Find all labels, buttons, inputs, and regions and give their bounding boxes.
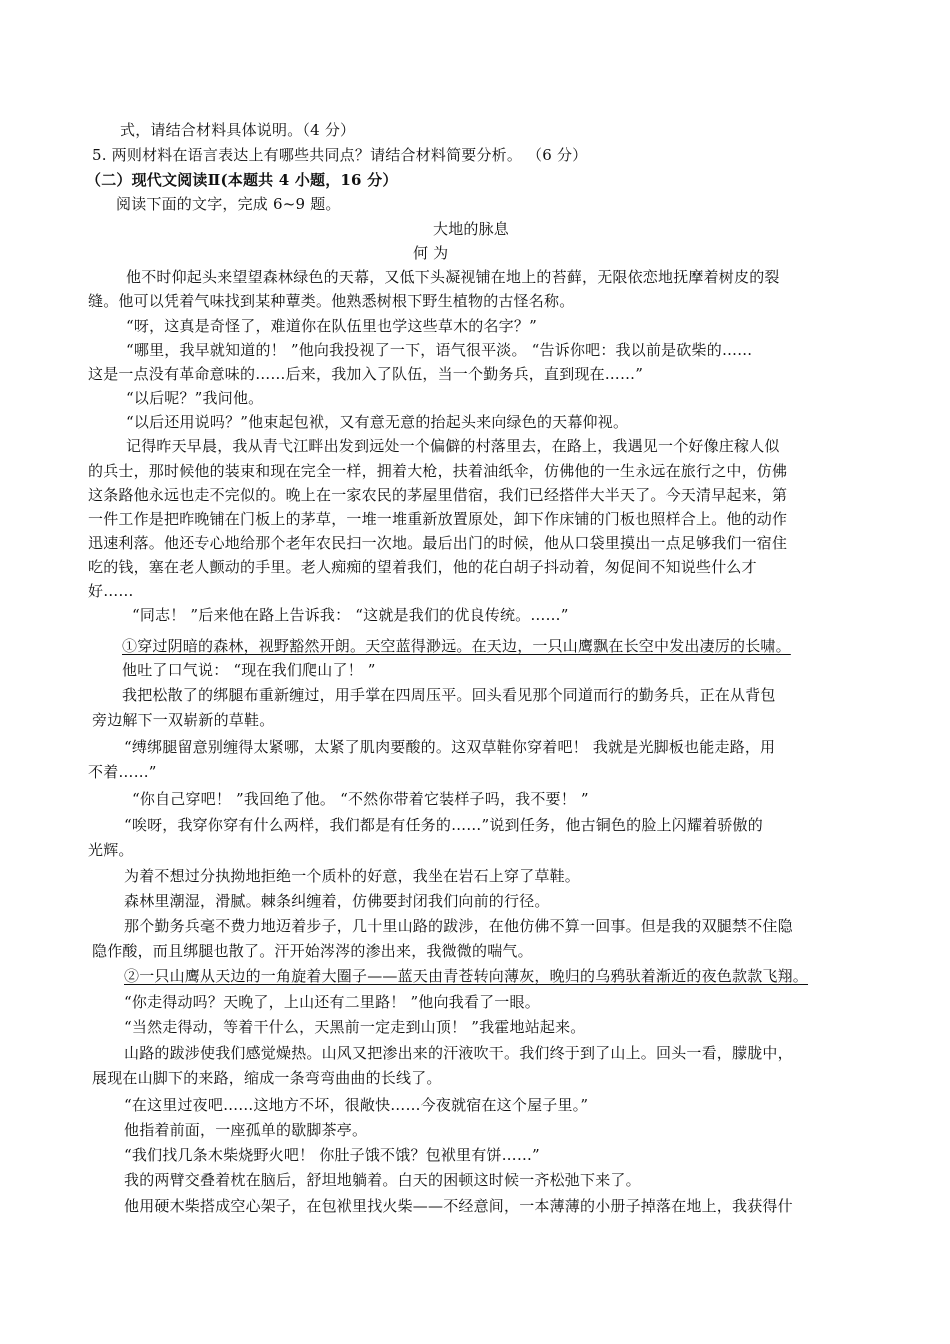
paragraph-line: 他吐了口气说： “现在我们爬山了！ ” <box>122 661 376 679</box>
paragraph-line: 光辉。 <box>88 841 134 859</box>
paragraph-line: 为着不想过分执拗地拒绝一个质朴的好意，我坐在岩石上穿了草鞋。 <box>124 867 581 885</box>
paragraph-line: 隐作酸，而且绑腿也散了。汗开始涔涔的渗出来，我微微的喘气。 <box>92 942 533 960</box>
paragraph-line: “以后还用说吗？”他束起包袱，又有意无意的抬起头来向绿色的天幕仰视。 <box>126 413 629 431</box>
paragraph-line: “我们找几条木柴烧野火吧！ 你肚子饿不饿？包袱里有饼……” <box>124 1146 540 1164</box>
paragraph-line: 这是一点没有革命意味的……后来，我加入了队伍，当一个勤务兵，直到现在……” <box>88 365 644 383</box>
paragraph-line: 的兵士，那时候他的装束和现在完全一样，拥着大枪，扶着油纸伞，仿佛他的一生永远在旅行之中，仿佛 <box>88 462 788 480</box>
instruction: 阅读下面的文字，完成 6~9 题。 <box>116 195 341 213</box>
paragraph-line: 不着……” <box>88 763 157 781</box>
paragraph-line: 他指着前面，一座孤单的歇脚茶亭。 <box>124 1121 368 1139</box>
paragraph-line: 一件工作是把昨晚铺在门板上的茅草，一堆一堆重新放置原处，卸下作床铺的门板也照样合上。他的动作 <box>88 510 788 528</box>
paragraph-line: 吃的钱，塞在老人颤动的手里。老人痴痴的望着我们，他的花白胡子抖动着，匆促间不知说些什么才 <box>88 558 757 576</box>
paragraph-line: “同志！ ”后来他在路上告诉我： “这就是我们的优良传统。……” <box>132 606 569 624</box>
paragraph-line: 展现在山脚下的来路，缩成一条弯弯曲曲的长线了。 <box>92 1069 442 1087</box>
question-5: 5. 两则材料在语言表达上有哪些共同点？请结合材料简要分析。 （6 分） <box>92 146 588 164</box>
paragraph-line: “你自己穿吧！ ”我回绝了他。 “不然你带着它装样子吗，我不要！ ” <box>132 790 589 808</box>
paragraph-line: “呀，这真是奇怪了，难道你在队伍里也学这些草木的名字？” <box>126 317 537 335</box>
underlined-sentence-2: ②一只山鹰从天边的一角旋着大圈子——蓝天由青苍转向薄灰，晚归的乌鸦驮着渐近的夜色款款飞翔。 <box>124 967 809 985</box>
paragraph-line: “你走得动吗？天晚了，上山还有二里路！ ”他向我看了一眼。 <box>124 993 540 1011</box>
paragraph-line: 迅速利落。他还专心地给那个老年农民扫一次地。最后出门的时候，他从口袋里摸出一点足够我们一宿住 <box>88 534 788 552</box>
paragraph-line: “唉呀，我穿你穿有什么两样，我们都是有任务的……”说到任务，他古铜色的脸上闪耀着骄傲的 <box>124 816 763 834</box>
article-author: 何 为 <box>413 244 449 262</box>
paragraph-line: 缝。他可以凭着气味找到某种蕈类。他熟悉树根下野生植物的古怪名称。 <box>88 292 575 310</box>
paragraph-line: “在这里过夜吧……这地方不坏，很敞快……今夜就宿在这个屋子里。” <box>124 1096 589 1114</box>
paragraph-line: 我的两臂交叠着枕在脑后，舒坦地躺着。白天的困顿这时候一齐松弛下来了。 <box>124 1171 641 1189</box>
paragraph-line: “以后呢？”我问他。 <box>126 389 264 407</box>
paragraph-line: 这条路他永远也走不完似的。晚上在一家农民的茅屋里借宿，我们已经搭伴大半天了。今天清早起来，第 <box>88 486 788 504</box>
underlined-sentence-1: ①穿过阴暗的森林，视野豁然开朗。天空蓝得渺远。在天边，一只山鹰飘在长空中发出凄厉的长啸。 <box>122 637 791 655</box>
paragraph-line: 好…… <box>88 582 134 600</box>
paragraph-line: 我把松散了的绑腿布重新缠过，用手掌在四周压平。回头看见那个同道而行的勤务兵，正在从背包 <box>122 686 776 704</box>
paragraph-line: “缚绑腿留意别缠得太紧哪，太紧了肌肉要酸的。这双草鞋你穿着吧！ 我就是光脚板也能走路，用 <box>124 738 776 756</box>
paragraph-line: 旁边解下一双崭新的草鞋。 <box>92 711 275 729</box>
paragraph-line: “当然走得动，等着干什么，天黑前一定走到山顶！ ”我霍地站起来。 <box>124 1018 586 1036</box>
paragraph-line: 他用硬木柴搭成空心架子，在包袱里找火柴——不经意间，一本薄薄的小册子掉落在地上，我获得什 <box>124 1197 793 1215</box>
paragraph-line: 记得昨天早晨，我从青弋江畔出发到远处一个偏僻的村落里去，在路上，我遇见一个好像庄稼人似 <box>126 437 780 455</box>
section-title: （二）现代文阅读Ⅱ(本题共 4 小题，16 分） <box>86 171 398 189</box>
paragraph-line: 森林里潮湿，滑腻。棘条纠缠着，仿佛要封闭我们向前的行径。 <box>124 892 550 910</box>
article-title: 大地的脉息 <box>433 220 510 238</box>
q4-tail: 式，请结合材料具体说明。（4 分） <box>120 121 356 139</box>
paragraph-line: 他不时仰起头来望望森林绿色的天幕，又低下头凝视铺在地上的苔藓，无限依恋地抚摩着树皮的裂 <box>126 268 780 286</box>
paragraph-line: 山路的跋涉使我们感觉燥热。山风又把渗出来的汗液吹干。我们终于到了山上。回头一看，朦胧中， <box>124 1044 793 1062</box>
paragraph-line: “哪里，我早就知道的！ ”他向我投视了一下，语气很平淡。 “告诉你吧：我以前是砍柴的…… <box>126 341 753 359</box>
paragraph-line: 那个勤务兵毫不费力地迈着步子，几十里山路的跋涉，在他仿佛不算一回事。但是我的双腿禁不住隐 <box>124 917 793 935</box>
